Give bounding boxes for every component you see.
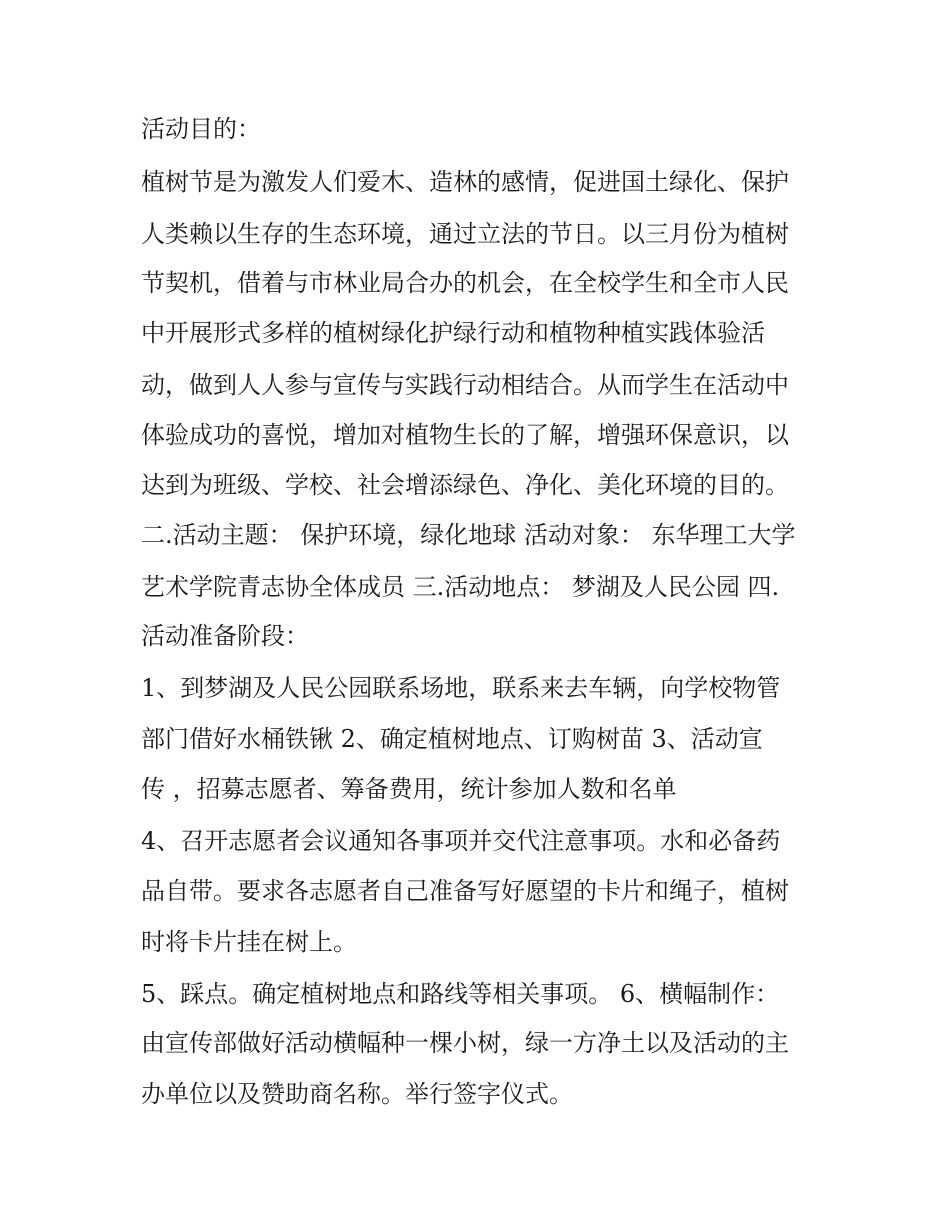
text-line: 品自带。要求各志愿者自己准备写好愿望的卡片和绳子，植树 <box>141 877 789 905</box>
text-line: 活动目的： <box>141 115 261 143</box>
text-line: 达到为班级、学校、社会增添绿色、净化、美化环境的目的。 <box>141 471 789 499</box>
text-line: 4、召开志愿者会议通知各事项并交代注意事项。水和必备药 <box>141 827 781 855</box>
text-line: 办单位以及赞助商名称。举行签字仪式。 <box>141 1080 573 1108</box>
text-line: 动，做到人人参与宣传与实践行动相结合。从而学生在活动中 <box>141 371 789 399</box>
text-line: 5、踩点。确定植树地点和路线等相关事项。 6、横幅制作： <box>141 980 780 1008</box>
text-line: 艺术学院青志协全体成员 三.活动地点： 梦湖及人民公园 四. <box>141 573 780 601</box>
text-line: 传 ，招募志愿者、筹备费用，统计参加人数和名单 <box>141 775 677 803</box>
text-line: 节契机，借着与市林业局合办的机会，在全校学生和全市人民 <box>141 269 789 297</box>
text-line: 植树节是为激发人们爱木、造林的感情，促进国土绿化、保护 <box>141 168 789 196</box>
text-line: 活动准备阶段： <box>141 622 309 650</box>
text-line: 人类赖以生存的生态环境，通过立法的节日。以三月份为植树 <box>141 220 789 248</box>
text-line: 部门借好水桶铁锹 2、确定植树地点、订购树苗 3、活动宣 <box>141 725 763 753</box>
text-line: 1、到梦湖及人民公园联系场地，联系来去车辆，向学校物管 <box>141 674 781 702</box>
text-line: 中开展形式多样的植树绿化护绿行动和植物种植实践体验活 <box>141 319 765 347</box>
text-line: 二.活动主题： 保护环境，绿化地球 活动对象： 东华理工大学 <box>141 521 796 549</box>
text-line: 由宣传部做好活动横幅种一棵小树，绿一方净土以及活动的主 <box>141 1029 789 1057</box>
text-line: 时将卡片挂在树上。 <box>141 928 357 956</box>
text-line: 体验成功的喜悦，增加对植物生长的了解，增强环保意识，以 <box>141 421 789 449</box>
